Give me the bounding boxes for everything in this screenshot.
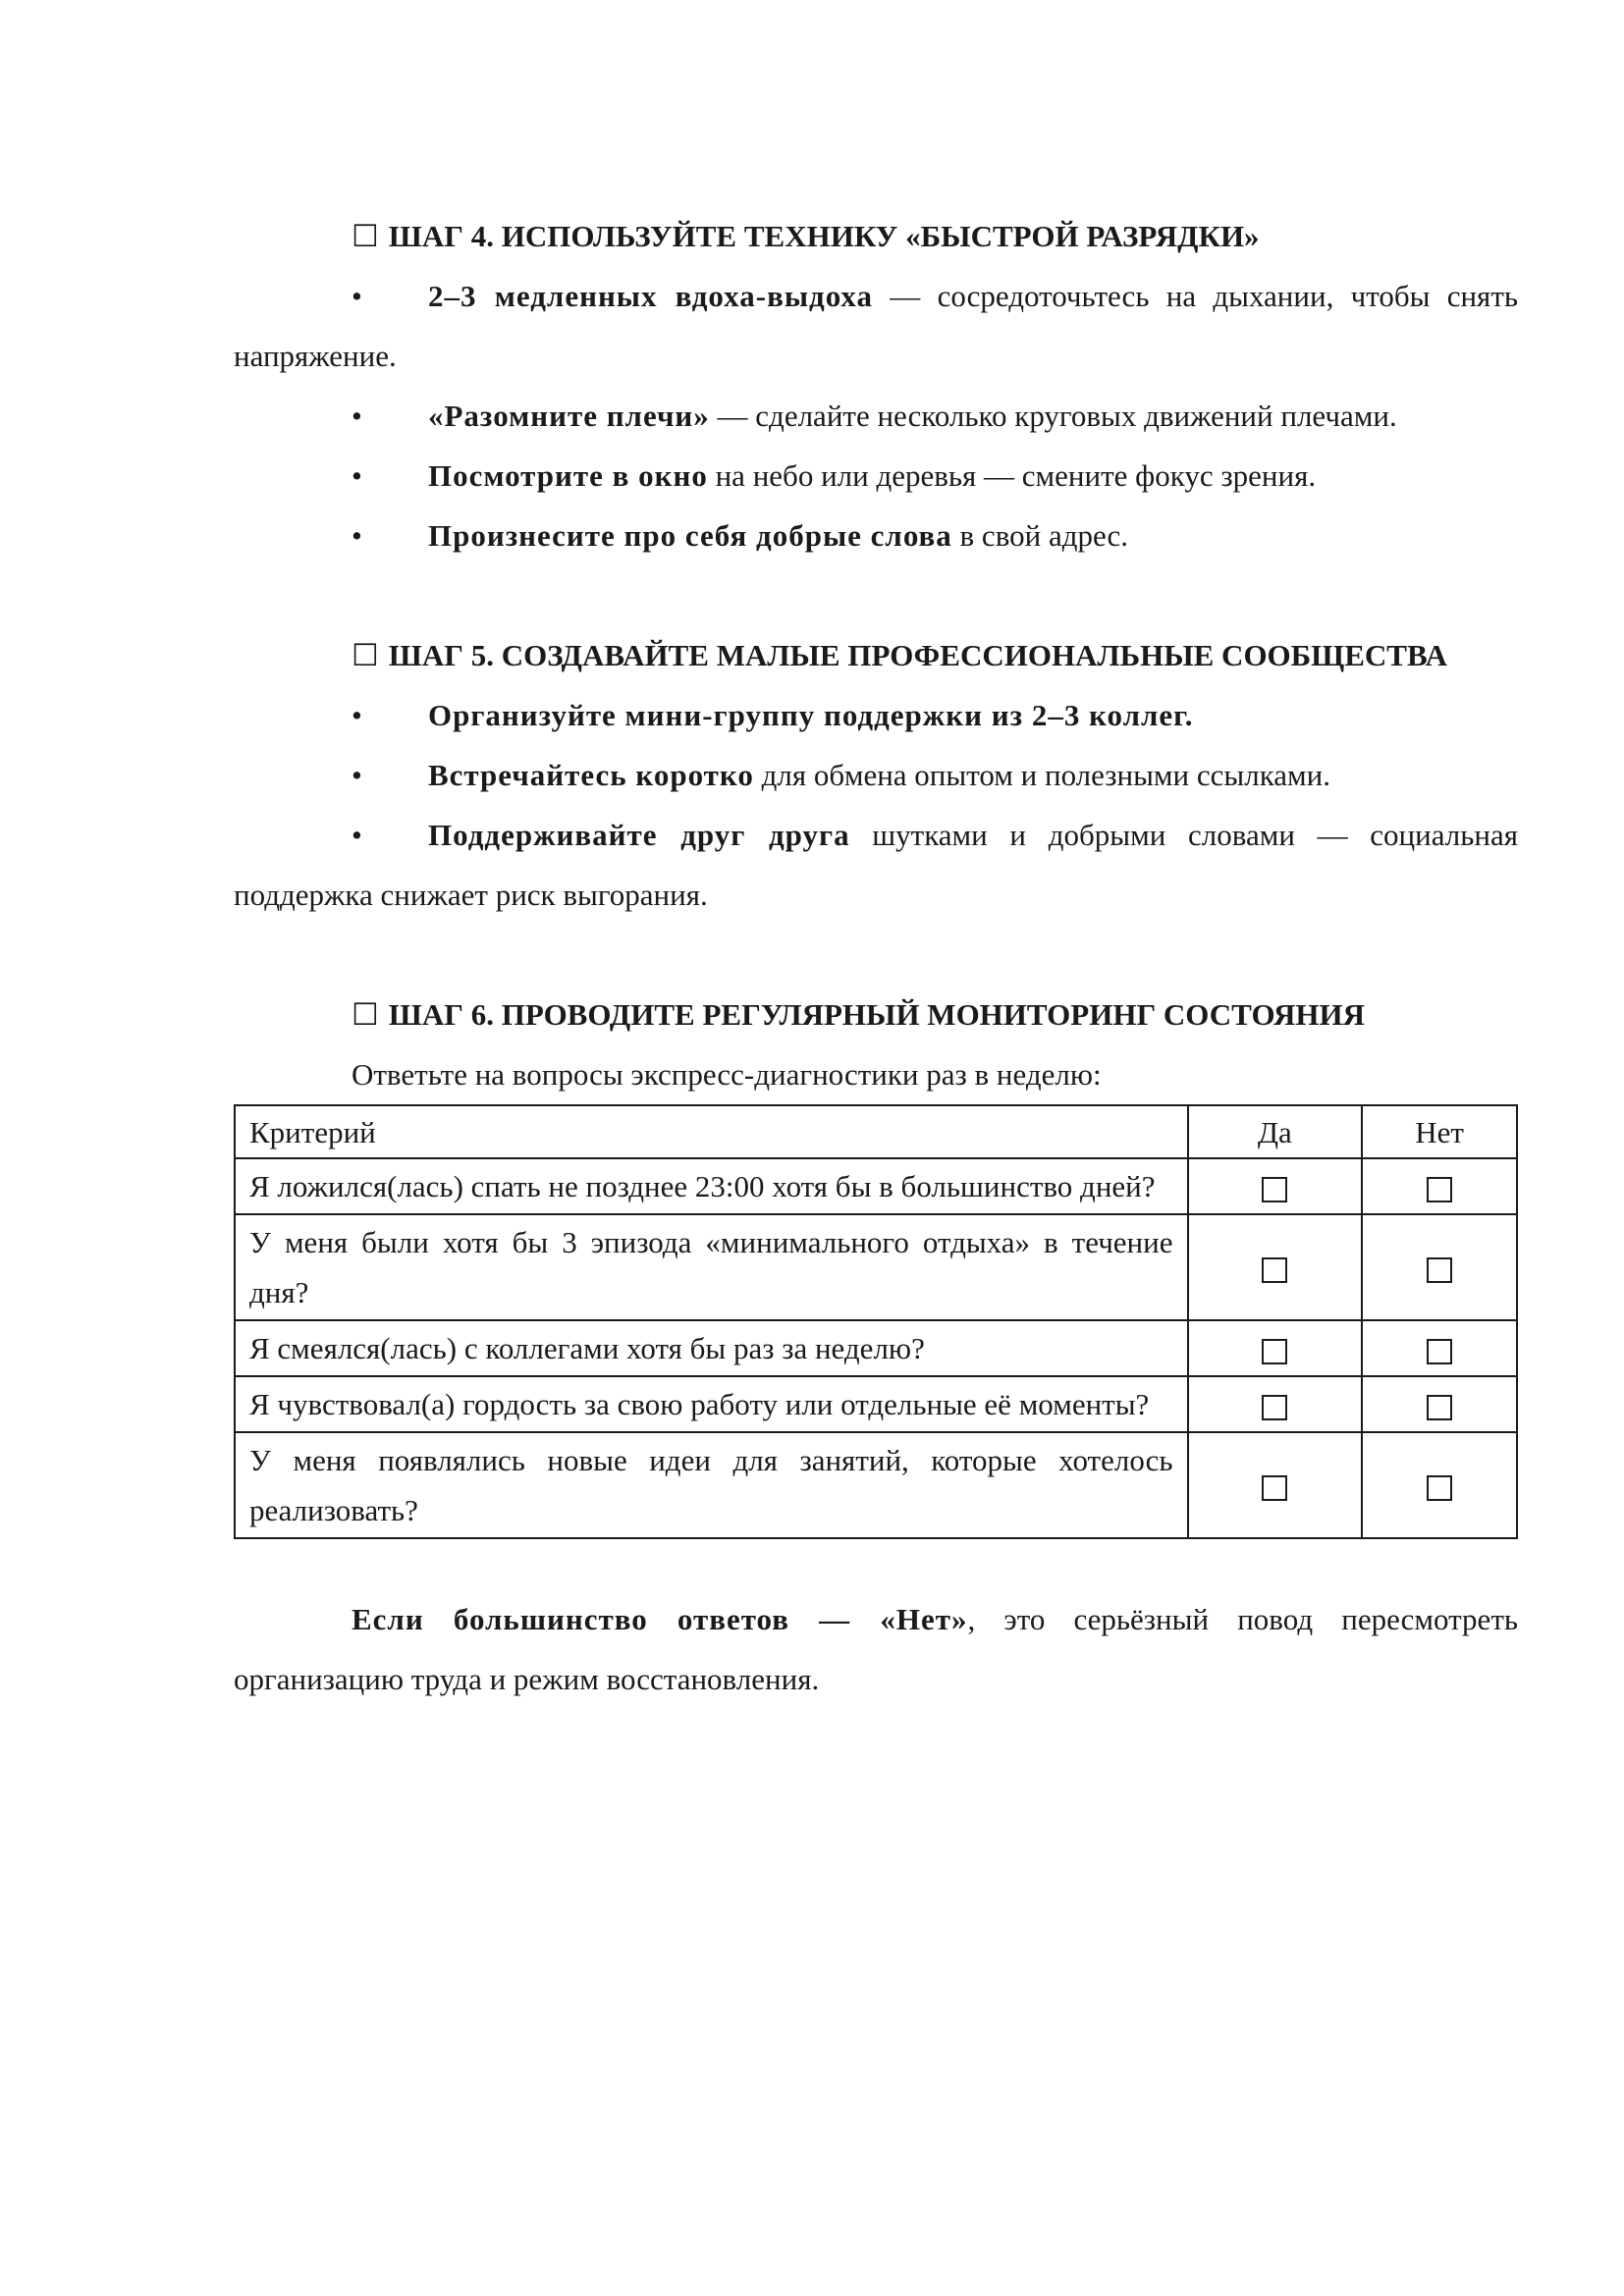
step6-intro: Ответьте на вопросы экспресс-диагностики раз в неделю: bbox=[352, 1057, 1102, 1092]
item-text: для обмена опытом и полезными ссылками. bbox=[753, 758, 1331, 792]
bullet-icon: • bbox=[352, 399, 362, 433]
criterion-cell: У меня появлялись новые идеи для занятий, которые хотелось реализовать? bbox=[235, 1432, 1188, 1538]
list-item bbox=[234, 266, 1518, 386]
item-text: — сделайте несколько круговых движений плечами. bbox=[709, 399, 1397, 433]
criterion-cell: У меня были хотя бы 3 эпизода «минимального отдыха» в течение дня? bbox=[235, 1214, 1188, 1320]
yes-checkbox[interactable] bbox=[1262, 1177, 1287, 1202]
header-yes: Да bbox=[1188, 1105, 1363, 1158]
list-item bbox=[234, 446, 1518, 506]
criterion-cell: Я ложился(лась) спать не позднее 23:00 хотя бы в большинство дней? bbox=[235, 1158, 1188, 1214]
item-text: на небо или деревья — смените фокус зрения. bbox=[707, 458, 1317, 493]
checkbox-icon: ☐ bbox=[352, 219, 379, 253]
table-row bbox=[235, 1158, 1517, 1214]
step5-list bbox=[234, 685, 1518, 925]
no-cell bbox=[1362, 1214, 1517, 1320]
no-cell bbox=[1362, 1432, 1517, 1538]
bullet-icon: • bbox=[352, 458, 362, 493]
yes-cell bbox=[1188, 1158, 1363, 1214]
item-bold: Посмотрите в окно bbox=[428, 458, 708, 493]
step4-list bbox=[234, 266, 1518, 565]
list-item bbox=[234, 745, 1518, 805]
item-text: в свой адрес. bbox=[951, 518, 1129, 553]
yes-checkbox[interactable] bbox=[1262, 1339, 1287, 1364]
table-header-row bbox=[235, 1105, 1517, 1158]
yes-checkbox[interactable] bbox=[1262, 1395, 1287, 1420]
criterion-cell: Я смеялся(лась) с коллегами хотя бы раз за неделю? bbox=[235, 1320, 1188, 1376]
item-text: шутками и добрыми словами — социальная поддержка снижает риск выгорания. bbox=[234, 818, 1518, 912]
list-item bbox=[234, 386, 1518, 446]
header-criterion: Критерий bbox=[235, 1105, 1188, 1158]
table-row bbox=[235, 1320, 1517, 1376]
yes-cell bbox=[1188, 1376, 1363, 1432]
item-text: — сосредоточьтесь на дыхании, чтобы снять напряжение. bbox=[234, 279, 1519, 373]
step4-heading bbox=[234, 206, 1518, 266]
list-item bbox=[234, 805, 1518, 925]
table-row bbox=[235, 1432, 1517, 1538]
no-checkbox[interactable] bbox=[1427, 1257, 1452, 1283]
bullet-icon: • bbox=[352, 818, 362, 852]
yes-cell bbox=[1188, 1432, 1363, 1538]
step6-heading bbox=[234, 985, 1518, 1044]
header-no: Нет bbox=[1362, 1105, 1517, 1158]
bullet-icon: • bbox=[352, 698, 362, 732]
step5-title: ШАГ 5. СОЗДАВАЙТЕ МАЛЫЕ ПРОФЕССИОНАЛЬНЫЕ СООБЩЕСТВА bbox=[388, 638, 1448, 672]
no-checkbox[interactable] bbox=[1427, 1339, 1452, 1364]
bullet-icon: • bbox=[352, 279, 362, 313]
item-bold: «Разомните плечи» bbox=[428, 399, 710, 433]
table-row bbox=[235, 1214, 1517, 1320]
yes-cell bbox=[1188, 1214, 1363, 1320]
no-cell bbox=[1362, 1320, 1517, 1376]
step6-title: ШАГ 6. ПРОВОДИТЕ РЕГУЛЯРНЫЙ МОНИТОРИНГ СОСТОЯНИЯ bbox=[388, 997, 1366, 1032]
step5-heading bbox=[234, 625, 1518, 685]
diagnostic-table bbox=[234, 1104, 1518, 1539]
list-item bbox=[234, 506, 1518, 565]
checkbox-icon: ☐ bbox=[352, 997, 379, 1032]
checkbox-icon: ☐ bbox=[352, 638, 379, 672]
no-cell bbox=[1362, 1376, 1517, 1432]
yes-checkbox[interactable] bbox=[1262, 1475, 1287, 1501]
step4-title: ШАГ 4. ИСПОЛЬЗУЙТЕ ТЕХНИКУ «БЫСТРОЙ РАЗРЯДКИ» bbox=[388, 219, 1260, 253]
item-bold: Организуйте мини-группу поддержки из 2–3 коллег. bbox=[428, 698, 1194, 732]
bullet-icon: • bbox=[352, 518, 362, 553]
yes-checkbox[interactable] bbox=[1262, 1257, 1287, 1283]
no-cell bbox=[1362, 1158, 1517, 1214]
yes-cell bbox=[1188, 1320, 1363, 1376]
item-bold: 2–3 медленных вдоха-выдоха bbox=[428, 279, 874, 313]
no-checkbox[interactable] bbox=[1427, 1177, 1452, 1202]
conclusion-bold: Если большинство ответов — «Нет» bbox=[352, 1602, 968, 1636]
document-page bbox=[234, 206, 1518, 1709]
conclusion-paragraph bbox=[234, 1589, 1518, 1709]
item-bold: Поддерживайте друг друга bbox=[428, 818, 850, 852]
bullet-icon: • bbox=[352, 758, 362, 792]
list-item bbox=[234, 685, 1518, 745]
conclusion-text: , это серьёзный повод пересмотреть организацию труда и режим восстановления. bbox=[234, 1602, 1519, 1696]
item-bold: Встречайтесь коротко bbox=[428, 758, 754, 792]
no-checkbox[interactable] bbox=[1427, 1475, 1452, 1501]
criterion-cell: Я чувствовал(а) гордость за свою работу или отдельные её моменты? bbox=[235, 1376, 1188, 1432]
table-row bbox=[235, 1376, 1517, 1432]
no-checkbox[interactable] bbox=[1427, 1395, 1452, 1420]
item-bold: Произнесите про себя добрые слова bbox=[428, 518, 952, 553]
